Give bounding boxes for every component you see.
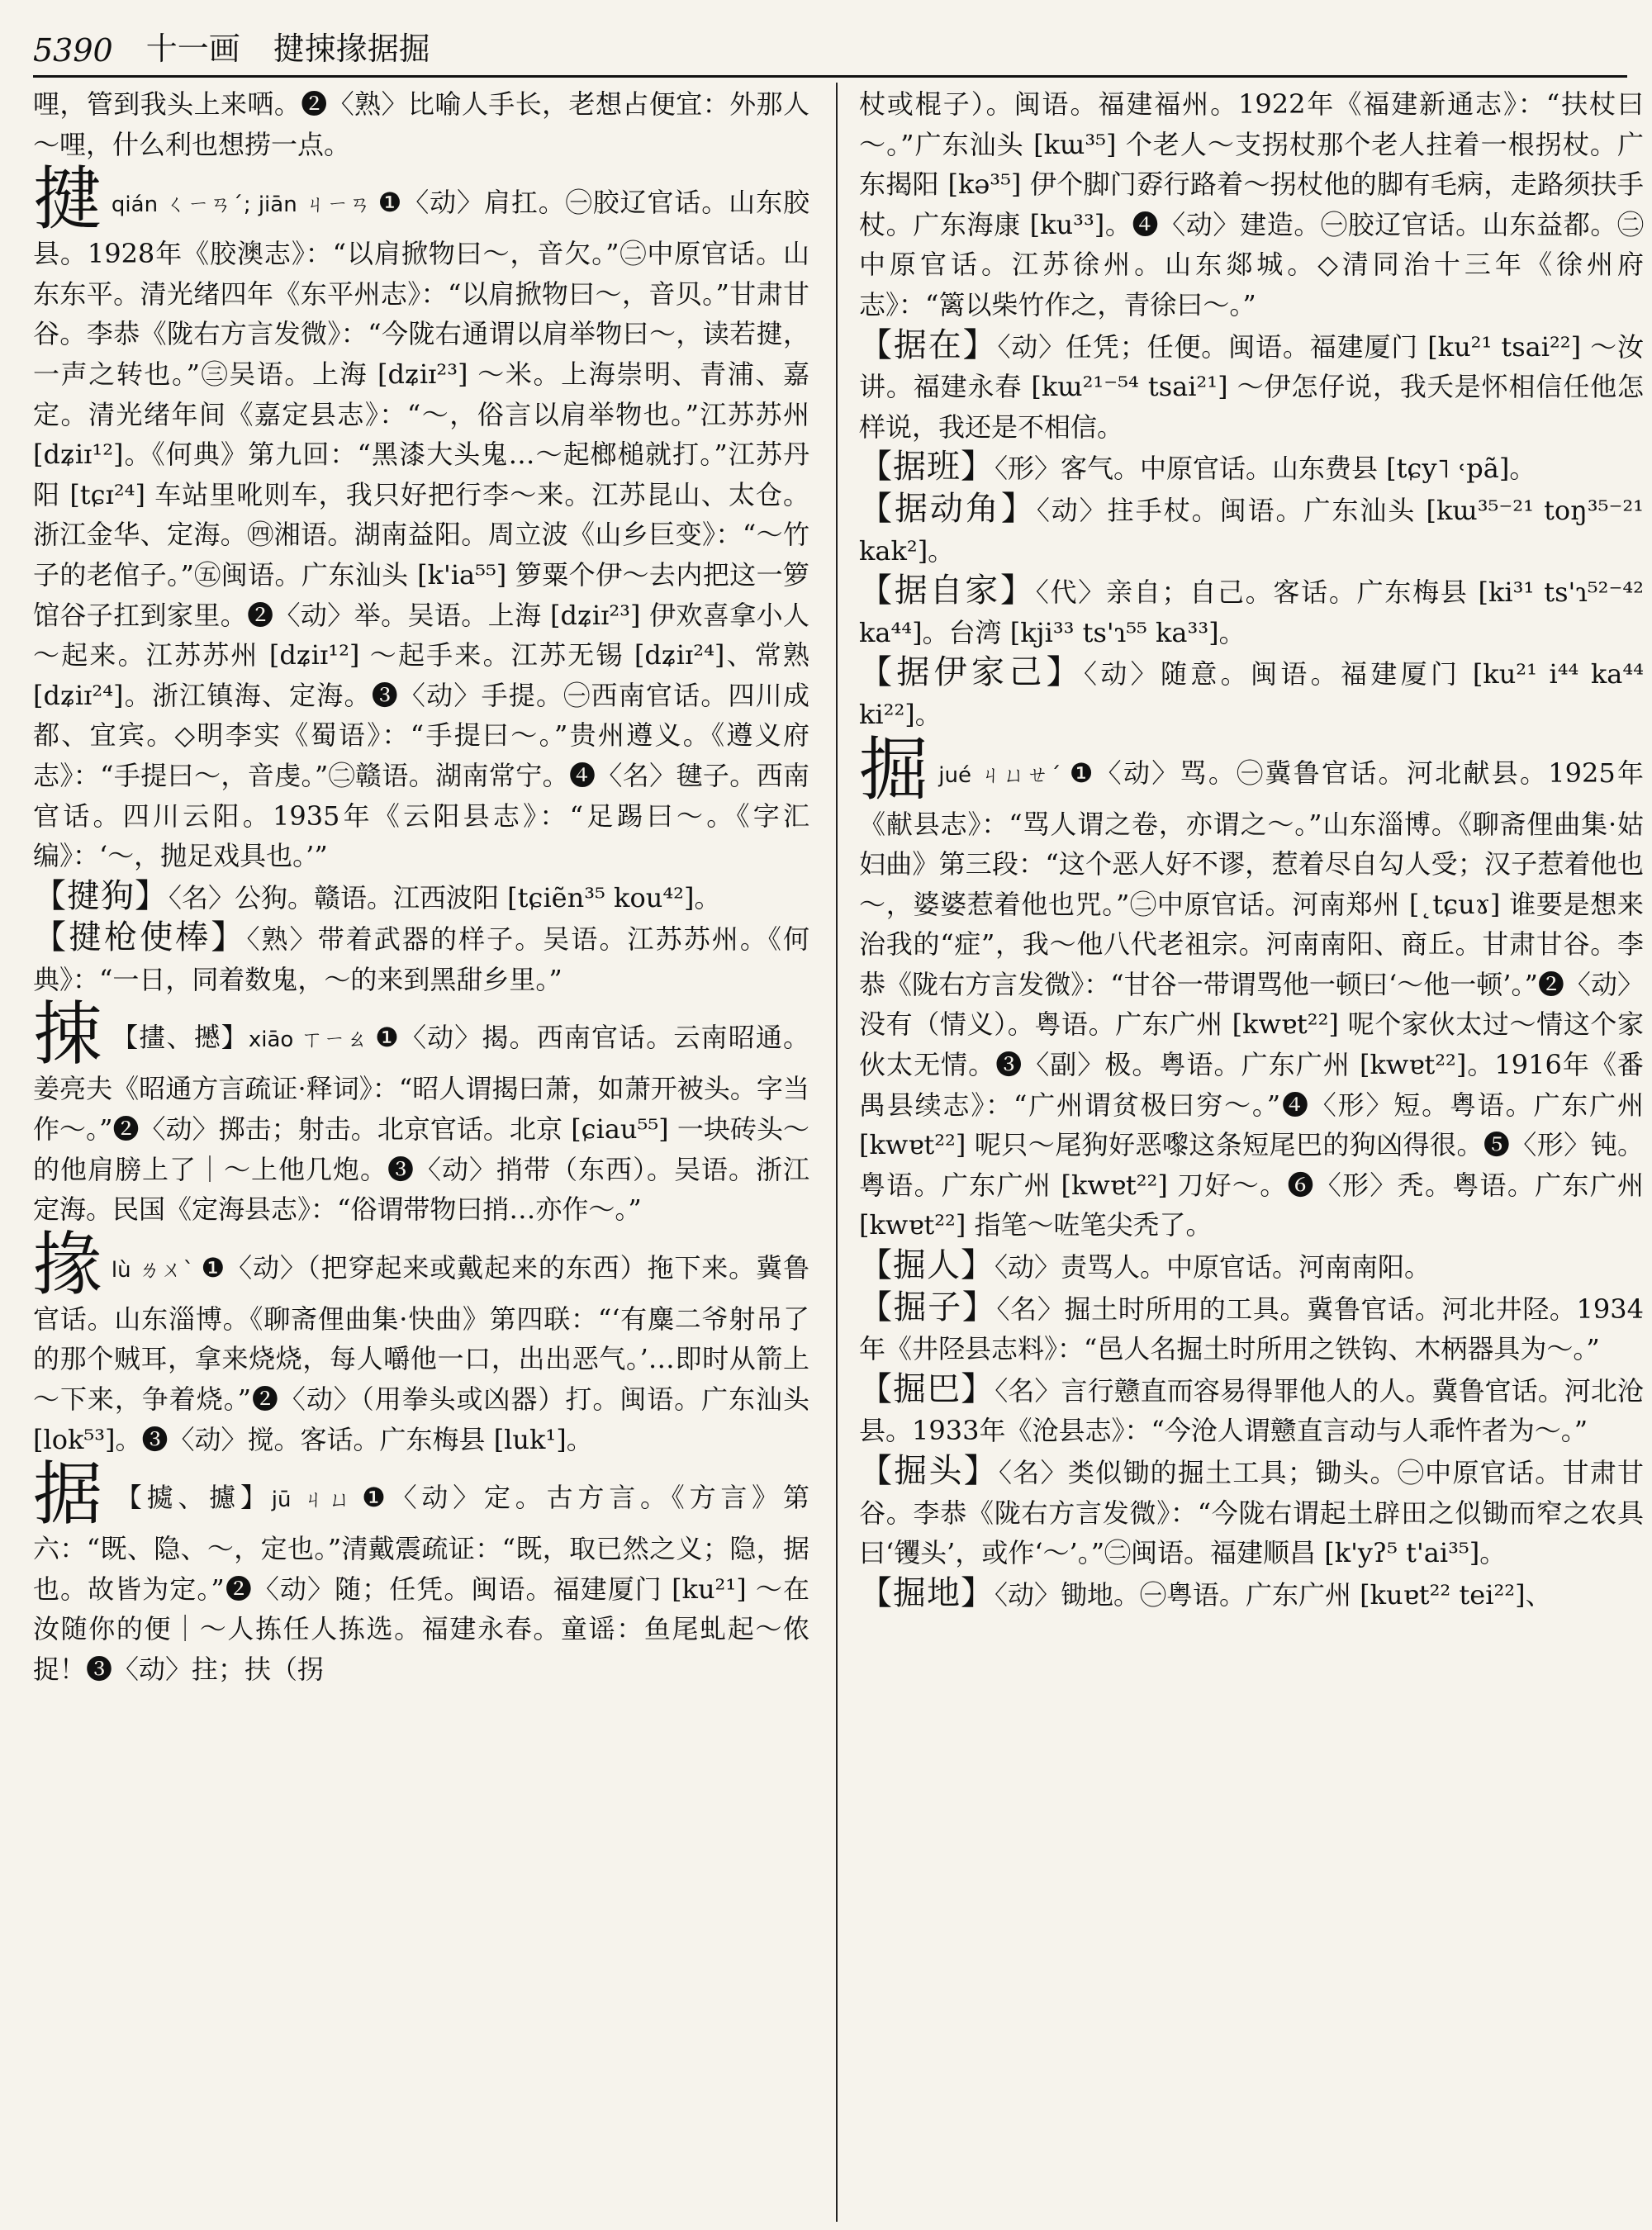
continued-text: 哩，管到我头上来哂。❷〈熟〉比喻人手长，老想占便宜：外那人～哩，什么利也想捞一点。 bbox=[33, 88, 809, 160]
header-characters: 揵捒掾据掘 bbox=[273, 31, 430, 67]
subentry-headword: 【揵枪使棒】 bbox=[33, 918, 247, 957]
subentry-definition: 〈名〉言行戆直而容易得罪他人的人。冀鲁官话。河北沧县。1933年《沧县志》：“今沧人谓戆直言动与人乖忤者为～。” bbox=[859, 1374, 1644, 1447]
pronunciation: jū ㄐㄩ bbox=[271, 1487, 356, 1513]
subentry-definition: 〈熟〉带着武器的样子。吴语。江苏苏州。《何典》：“一日，同着数鬼，～的来到黑甜乡里。” bbox=[33, 923, 809, 995]
subentry-di bbox=[859, 1573, 1644, 1616]
entry-qian bbox=[33, 159, 809, 876]
headword-char: 掘 bbox=[859, 728, 931, 810]
subentry-definition: 〈代〉亲自；自己。客话。广东梅县 [ki³¹ ts'ɿ⁵²⁻⁴² ka⁴⁴]。台湾 [kji³³ ts'ɿ⁵⁵ ka³³]。 bbox=[859, 576, 1644, 648]
stroke-section: 十一画 bbox=[145, 31, 240, 67]
subentry-headword: 【据自家】 bbox=[859, 572, 1036, 610]
subentry-headword: 【掘人】 bbox=[859, 1246, 995, 1285]
page-number: 5390 bbox=[33, 32, 113, 69]
subentry-definition: 〈动〉任凭；任便。闽语。福建厦门 [ku²¹ tsai²²] ～汝讲。福建永春 [kɯ²¹⁻⁵⁴ tsai²¹] ～伊怎仔说，我夭是怀相信任他怎样说，我还是不相信。 bbox=[859, 330, 1644, 443]
subentry-headword: 【掘子】 bbox=[859, 1288, 997, 1326]
pronunciation: xiāo ㄒㄧㄠ bbox=[248, 1027, 369, 1053]
definition: ❶〈动〉骂。㊀冀鲁官话。河北献县。1925年《献县志》：“骂人谓之卷，亦谓之～。”山东淄博。《聊斋俚曲集·姑妇曲》第三段：“这个恶人好不谬，惹着尽自勾人受；汉子惹着他也～，婆婆惹着他也咒。”㊁中原官话。河南郑州 [˛tɕuɤ] 谁要是想来治我的“症”，我～他八代老祖宗。河南南阳、商丘。甘肃甘谷。李恭《陇右方言发微》：“甘谷一带谓骂他一顿曰‘～他一顿’。”❷〈动〉没有（情义）。粤语。广东广州 [kwɐt²²] 呢个家伙太过～情这个家伙太无情。❸〈副〉极。粤语。广东广州 [kwɐt²²]。1916年《番禺县续志》：“广州谓贫极曰穷～。”❹〈形〉短。粤语。广东广州 [kwɐt²²] 呢只～尾狗好恶嚟这条短尾巴的狗凶得很。❺〈形〉钝。粤语。广东广州 [kwɐt²²] 刀好～。❻〈形〉秃。粤语。广东广州 [kwɐt²²] 指笔～咗笔尖秃了。 bbox=[859, 757, 1644, 1241]
subentry-jia bbox=[859, 571, 1644, 652]
subentry-tou bbox=[859, 1451, 1644, 1573]
continued-text: 杖或棍子）。闽语。福建福州。1922年《福建新通志》：“扶杖曰～。”广东汕头 [kɯ³⁵] 个老人～支拐杖那个老人拄着一根拐杖。广东揭阳 [kə³⁵] 伊个脚门孬行路着～拐杖他的脚有毛病，走路须扶手杖。广东海康 [ku³³]。❹〈动〉建造。㊀胶辽官话。山东益都。㊁中原官话。江苏徐州。山东郯城。◇清同治十三年《徐州府志》：“篱以柴竹作之，青徐曰～。” bbox=[859, 88, 1644, 320]
headword-char: 揵 bbox=[33, 159, 103, 240]
definition: ❶〈动〉揭。西南官话。云南昭通。姜亮夫《昭通方言疏证·释词》：“昭人谓揭曰萧，如萧开被头。字当作～。”❷〈动〉掷击；射击。北京官话。北京 [ɕiau⁵⁵] 一块砖头～的他肩膀上了｜～上他几炮。❸〈动〉捎带（东西）。吴语。浙江定海。民国《定海县志》：“俗谓带物曰捎…亦作～。” bbox=[33, 1022, 809, 1226]
variant-forms: 【㩇、𢷾】 bbox=[112, 1022, 249, 1054]
subentry-definition: 〈动〉锄地。㊀粤语。广东广州 [kuɐt²² tei²²]、 bbox=[995, 1578, 1552, 1611]
subentry-definition: 〈名〉公狗。赣语。江西波阳 [tɕiẽn³⁵ kou⁴²]。 bbox=[169, 881, 721, 913]
subentry-zi bbox=[859, 1288, 1644, 1369]
subentry-headword: 【掘头】 bbox=[859, 1452, 999, 1490]
entry-xiao bbox=[33, 994, 809, 1229]
subentry-gou bbox=[33, 876, 809, 918]
pronunciation: qián ㄑㄧㄢˊ; jiān ㄐㄧㄢ bbox=[111, 192, 372, 218]
subentry-definition: 〈动〉随意。闽语。福建厦门 [ku²¹ i⁴⁴ ka⁴⁴ ki²²]。 bbox=[859, 658, 1644, 730]
subentry-headword: 【据伊家己】 bbox=[859, 653, 1084, 692]
definition: ❶〈动〉肩扛。㊀胶辽官话。山东胶县。1928年《胶澳志》：“以肩掀物曰～，音欠。”㊁中原官话。山东东平。清光绪四年《东平州志》：“以肩掀物曰～，音贝。”甘肃甘谷。李恭《陇右方言发微》：“今陇右通谓以肩举物曰～，读若揵，一声之转也。”㊂吴语。上海 [dʑiɪ²³] ～米。上海崇明、青浦、嘉定。清光绪年间《嘉定县志》：“～，俗言以肩举物也。”江苏苏州 [dʑiɪ¹²]。《何典》第九回：“黑漆大头鬼…～起榔槌就打。”江苏丹阳 [tɕɪ²⁴] 车站里吪则车，我只好把行李～来。江苏昆山、太仓。浙江金华、定海。㊃湘语。湖南益阳。周立波《山乡巨变》：“～竹子的老倌子。”㊄闽语。广东汕头 [k'ia⁵⁵] 箩粟个伊～去内把这一箩馆谷子扛到家里。❷〈动〉举。吴语。上海 [dʑiɪ²³] 伊欢喜拿小人～起来。江苏苏州 [dʑiɪ¹²] ～起手来。江苏无锡 [dʑiɪ²⁴]、常熟 [dʑiɪ²⁴]。浙江镇海、定海。❸〈动〉手提。㊀西南官话。四川成都、宜宾。◇明李实《蜀语》：“手提曰～。”贵州遵义。《遵义府志》：“手提曰～，音虔。”㊁赣语。湖南常宁。❹〈名〉毽子。西南官话。四川云阳。1935年《云阳县志》：“足踢曰～。《字汇编》：‘～，抛足戏具也。’” bbox=[33, 187, 809, 872]
pronunciation: lù ㄌㄨˋ bbox=[111, 1257, 195, 1283]
subentry-ban bbox=[859, 447, 1644, 489]
headword-char: 捒 bbox=[33, 994, 104, 1075]
entry-ju bbox=[33, 1454, 809, 1689]
variant-forms: 【㨿、攄】 bbox=[115, 1482, 272, 1514]
entry-jue bbox=[859, 728, 1644, 1246]
subentry-qiang bbox=[33, 918, 809, 999]
definition: ❶〈动〉定。古方言。《方言》第六：“既、隐、～，定也。”清戴震疏证：“既，取已然之义；隐，据也。故皆为定。”❷〈动〉随；任凭。闽语。福建厦门 [ku²¹] ～在汝随你的便｜～人拣任人拣选。福建永春。童谣：鱼尾虬起～侬捉！❸〈动〉拄；扶（拐 bbox=[33, 1482, 809, 1685]
subentry-headword: 【揵狗】 bbox=[33, 876, 169, 915]
subentry-headword: 【掘巴】 bbox=[859, 1369, 995, 1408]
headword-char: 据 bbox=[33, 1454, 107, 1535]
right-column bbox=[859, 84, 1644, 2223]
column-divider bbox=[836, 83, 838, 2222]
subentry-ren bbox=[859, 1245, 1644, 1288]
subentry-zai bbox=[859, 325, 1644, 448]
subentry-headword: 【掘地】 bbox=[859, 1573, 995, 1612]
definition: ❶〈动〉（把穿起来或戴起来的东西）拖下来。冀鲁官话。山东淄博。《聊斋俚曲集·快曲》第四联：“‘有麋二爷射吊了的那个贼耳，拿来烧烧，每人嚼他一口，出出恶气。’…即时从箭上～下来，争着烧。”❷〈动〉（用拳头或凶器）打。闽语。广东汕头 [lok⁵³]。❸〈动〉搅。客话。广东梅县 [luk¹]。 bbox=[33, 1251, 809, 1455]
pronunciation: jué ㄐㄩㄝˊ bbox=[938, 762, 1063, 788]
left-column bbox=[33, 84, 809, 2223]
page-header bbox=[33, 20, 1627, 78]
subentry-definition: 〈动〉拄手杖。闽语。广东汕头 [kɯ³⁵⁻²¹ toŋ³⁵⁻²¹ kak²]。 bbox=[859, 494, 1644, 567]
entry-lu bbox=[33, 1223, 809, 1459]
subentry-headword: 【据动角】 bbox=[859, 489, 1037, 528]
subentry-yi bbox=[859, 652, 1644, 734]
headword-char: 掾 bbox=[33, 1223, 103, 1305]
subentry-definition: 〈名〉类似锄的掘土工具；锄头。㊀中原官话。甘肃甘谷。李恭《陇右方言发微》：“今陇右谓起土辟田之似锄而窄之农具曰‘䦆头’，或作‘～’。”㊁闽语。福建顺昌 [k'yʔ⁵ t'ai³⁵]。 bbox=[859, 1457, 1644, 1569]
subentry-headword: 【据在】 bbox=[859, 325, 998, 364]
subentry-ba bbox=[859, 1369, 1644, 1451]
subentry-definition: 〈形〉客气。中原官话。山东费县 [tɕy˥ ˓pã]。 bbox=[995, 453, 1536, 485]
subentry-jiao bbox=[859, 489, 1644, 571]
subentry-definition: 〈动〉责骂人。中原官话。河南南阳。 bbox=[995, 1251, 1431, 1283]
subentry-headword: 【据班】 bbox=[859, 448, 995, 486]
subentry-definition: 〈名〉掘土时所用的工具。冀鲁官话。河北井陉。1934年《井陉县志料》：“邑人名掘土时所用之铁钩、木柄器具为～。” bbox=[859, 1293, 1644, 1365]
